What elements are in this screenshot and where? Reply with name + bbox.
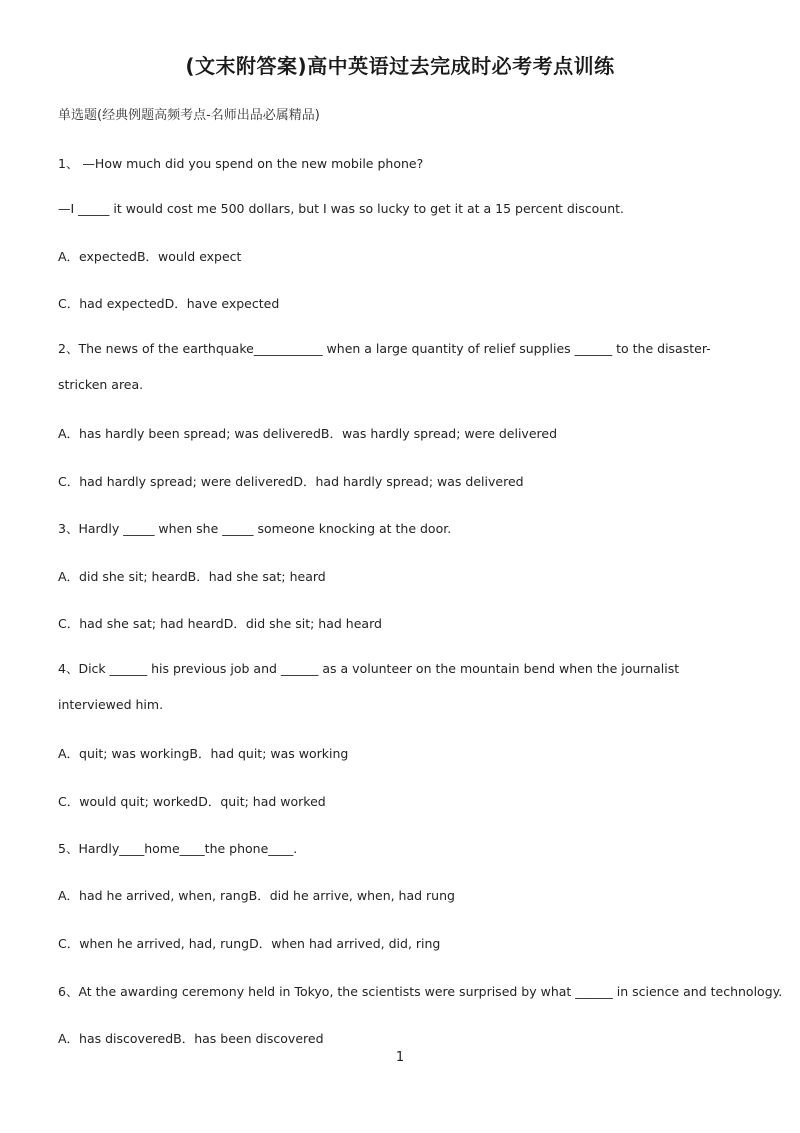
question-5-options-ab: A．had he arrived, when, rangB．did he arrive, when, had rung [58,888,455,903]
question-1-options-ab: A．expectedB．would expect [58,249,242,264]
question-5-options-cd: C．when he arrived, had, rungD．when had arrived, did, ring [58,936,441,951]
question-1-stem-2: —I _____ it would cost me 500 dollars, but I was so lucky to get it at a 15 percent discount. [58,201,625,216]
question-3-stem: 3、Hardly _____ when she _____ someone knocking at the door. [58,521,452,536]
question-5-stem: 5、Hardly____home____the phone____. [58,841,298,856]
section-heading: 单选题(经典例题高频考点-名师出品必属精品) [58,108,320,123]
document-title: (文末附答案)高中英语过去完成时必考考点训练 [185,54,615,78]
question-4-options-ab: A．quit; was workingB．had quit; was working [58,746,349,761]
question-6-options-ab: A．has discoveredB．has been discovered [58,1031,324,1046]
question-3-options-cd: C．had she sat; had heardD．did she sit; had heard [58,616,382,631]
question-2-options-ab: A．has hardly been spread; was deliveredB．was hardly spread; were delivered [58,426,558,441]
question-6-stem: 6、At the awarding ceremony held in Tokyo, the scientists were surprised by what ______ in science and technology. [58,984,783,999]
page-number: 1 [395,1050,405,1065]
question-2-stem: 2、The news of the earthquake___________ when a large quantity of relief supplies ______ to the disaster-stricken area. [58,341,711,392]
question-1-stem: 1、 —How much did you spend on the new mobile phone? [58,156,424,171]
question-1-options-cd: C．had expectedD．have expected [58,296,280,311]
question-4-options-cd: C．would quit; workedD．quit; had worked [58,794,326,809]
question-2-options-cd: C．had hardly spread; were deliveredD．had hardly spread; was delivered [58,474,524,489]
question-3-options-ab: A．did she sit; heardB．had she sat; heard [58,569,326,584]
question-4-stem: 4、Dick ______ his previous job and ______ as a volunteer on the mountain bend when the journalist interviewed him. [58,661,680,712]
